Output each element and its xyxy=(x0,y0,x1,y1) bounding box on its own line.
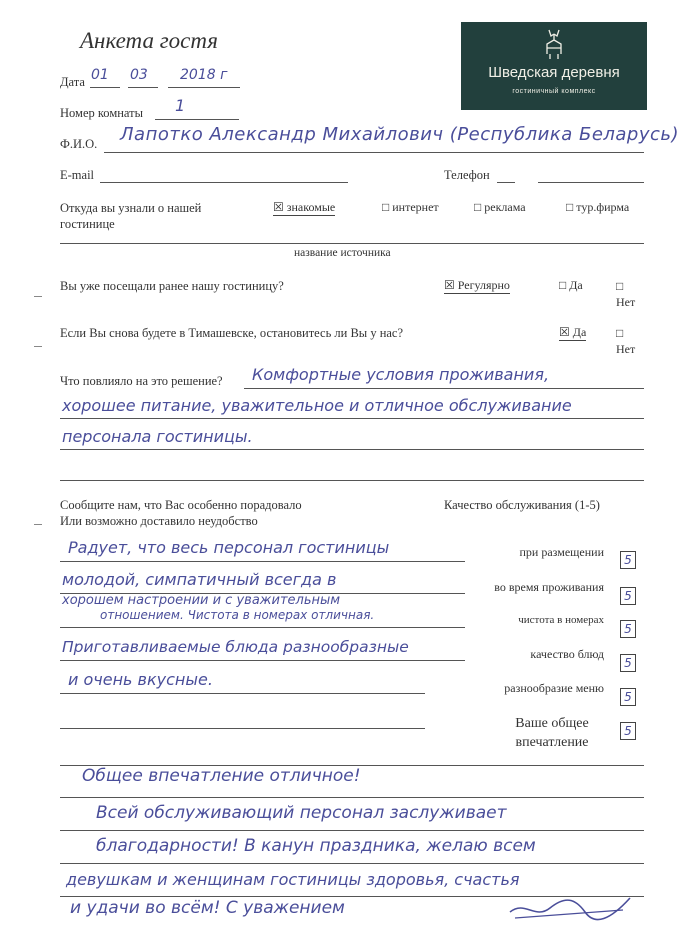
source-option-internet[interactable]: □ интернет xyxy=(382,200,439,214)
date-month: 03 xyxy=(130,67,148,83)
source-option-label: знакомые xyxy=(286,200,336,214)
return-option-label: Нет xyxy=(616,342,636,356)
room-line xyxy=(155,118,239,120)
email-label: E-mail xyxy=(60,168,95,182)
phone-line xyxy=(538,181,644,183)
quality-title: Качество обслуживания (1-5) xyxy=(444,498,600,512)
date-year: 2018 г xyxy=(180,67,228,83)
quality-score-stay[interactable]: 5 xyxy=(620,587,636,605)
quality-label-stay: во время проживания xyxy=(494,580,604,594)
source-question: Откуда вы узнали о нашей гостинице xyxy=(60,201,202,231)
return-option-label: Да xyxy=(572,325,587,339)
quality-score-food[interactable]: 5 xyxy=(620,654,636,672)
fio-label: Ф.И.О. xyxy=(60,137,98,151)
overall-line-2: Всей обслуживающий персонал заслуживает xyxy=(96,803,507,823)
return-question: Если Вы снова будете в Тимашевске, остановитесь ли Вы у нас? xyxy=(60,326,404,340)
visited-option-regular[interactable]: ☒ Регулярно xyxy=(444,278,510,292)
rule xyxy=(60,626,465,628)
phone-label: Телефон xyxy=(444,168,490,182)
rule xyxy=(60,862,644,864)
visited-option-label: Да xyxy=(569,278,583,292)
form-title: Анкета гостя xyxy=(80,28,218,53)
date-day: 01 xyxy=(91,67,109,83)
overall-line-3: благодарности! В канун праздника, желаю всем xyxy=(96,836,536,856)
rule xyxy=(60,417,644,419)
visited-option-label: Нет xyxy=(616,295,636,309)
rule xyxy=(60,448,644,450)
visited-option-yes[interactable]: □ Да xyxy=(559,278,583,292)
source-option-label: интернет xyxy=(392,200,439,214)
return-option-yes[interactable]: ☒ Да xyxy=(559,325,587,339)
source-option-label: тур.фирма xyxy=(576,200,630,214)
quality-score-placement[interactable]: 5 xyxy=(620,551,636,569)
source-line xyxy=(60,242,644,244)
logo-name: Шведская деревня xyxy=(488,64,620,81)
rule xyxy=(60,659,465,661)
overall-line-1: Общее впечатление отличное! xyxy=(82,766,361,786)
date-year-line xyxy=(168,86,240,88)
feedback-line-1: Радует, что весь персонал гостиницы xyxy=(68,538,390,557)
rule xyxy=(60,692,425,694)
fio-value: Лапотко Александр Михайлович (Республика Беларусь) xyxy=(120,124,680,145)
overall-line-4: девушкам и женщинам гостиницы здоровья, счастья xyxy=(66,870,520,889)
visited-question: Вы уже посещали ранее нашу гостиницу? xyxy=(60,279,284,293)
return-option-no[interactable]: □ Нет xyxy=(616,326,636,356)
feedback-line-2: молодой, симпатичный всегда в xyxy=(62,570,337,589)
rule xyxy=(244,387,644,389)
quality-score-overall[interactable]: 5 xyxy=(620,722,636,740)
source-option-label: реклама xyxy=(484,200,526,214)
phone-code-line xyxy=(497,181,515,183)
feedback-line-5: Приготавливаемые блюда разнообразные xyxy=(62,638,409,656)
rule xyxy=(60,796,644,798)
email-line xyxy=(100,181,348,183)
source-option-tour[interactable]: □ тур.фирма xyxy=(566,200,630,214)
quality-label-placement: при размещении xyxy=(519,545,604,559)
signature-icon xyxy=(505,890,635,930)
margin-mark xyxy=(34,296,42,297)
quality-label-food: качество блюд xyxy=(530,647,604,661)
quality-score-cleanliness[interactable]: 5 xyxy=(620,620,636,638)
reason-line-2: хорошее питание, уважительное и отличное обслуживание xyxy=(62,396,572,415)
reason-label: Что повлияло на это решение? xyxy=(60,374,223,388)
rule xyxy=(60,829,644,831)
source-caption: название источника xyxy=(294,247,391,259)
feedback-line-4: отношением. Чистота в номерах отличная. xyxy=(100,608,375,622)
date-day-line xyxy=(90,86,120,88)
source-option-acquaintances[interactable]: ☒ знакомые xyxy=(273,200,336,214)
visited-option-no[interactable]: □ Нет xyxy=(616,279,636,309)
date-month-line xyxy=(128,86,158,88)
reason-line-1: Комфортные условия проживания, xyxy=(252,365,550,384)
feedback-line-6: и очень вкусные. xyxy=(68,670,213,689)
quality-label-menu: разнообразие меню xyxy=(504,681,604,695)
feedback-label-1: Сообщите нам, что Вас особенно порадовало xyxy=(60,498,302,512)
feedback-line-3: хорошем настроении и с уважительным xyxy=(62,593,341,608)
logo-subtitle: гостиничный комплекс xyxy=(512,88,596,95)
reason-line-3: персонала гостиницы. xyxy=(62,427,253,446)
margin-mark xyxy=(34,524,42,525)
date-label: Дата xyxy=(60,75,85,89)
rule xyxy=(60,727,425,729)
fio-line xyxy=(104,151,644,153)
feedback-label-2: Или возможно доставило неудобство xyxy=(60,514,258,528)
rule xyxy=(60,479,644,481)
margin-mark xyxy=(34,346,42,347)
quality-score-menu[interactable]: 5 xyxy=(620,688,636,706)
source-option-ads[interactable]: □ реклама xyxy=(474,200,526,214)
room-value: 1 xyxy=(175,96,186,115)
rule xyxy=(60,560,465,562)
quality-label-cleanliness: чистота в номерах xyxy=(518,614,604,626)
deer-logo-icon xyxy=(539,26,569,62)
room-label: Номер комнаты xyxy=(60,106,144,120)
quality-label-overall: Ваше общее впечатление xyxy=(515,716,589,750)
visited-option-label: Регулярно xyxy=(457,278,510,292)
hotel-logo xyxy=(461,22,647,110)
overall-line-5: и удачи во всём! С уважением xyxy=(70,898,345,918)
